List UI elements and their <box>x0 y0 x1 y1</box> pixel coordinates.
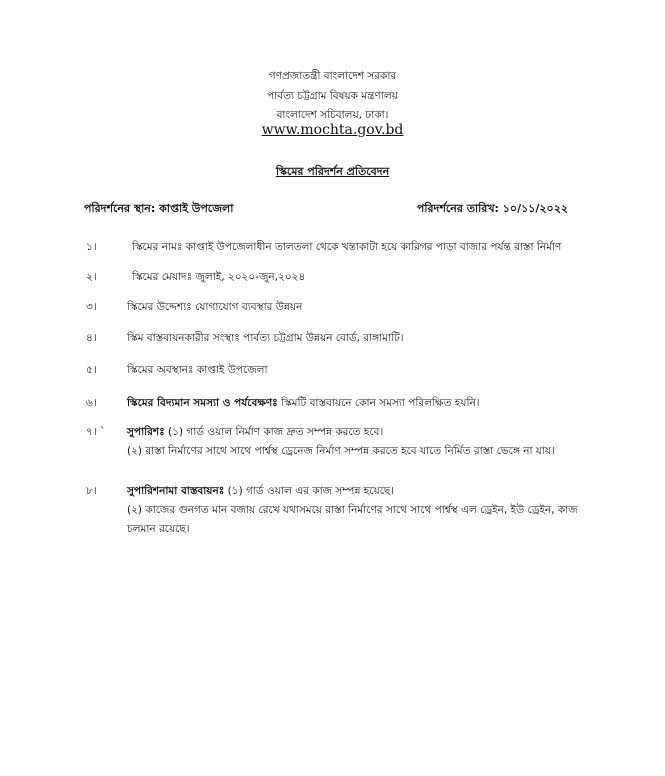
item-text: চলমান রয়েছে। <box>127 523 190 535</box>
item-number: ১। <box>86 241 97 253</box>
item-body: (১) গার্ড ওয়াল নির্মাণ কাজ দ্রুত সম্পন্ন করতে হবে। <box>164 426 384 438</box>
item-label: সুপারিশঃ <box>127 426 165 438</box>
item-number: ৩। <box>86 301 97 313</box>
item-label: সুপারিশনামা বাস্তবায়নঃ <box>127 485 225 497</box>
item-body: স্কিমটি বাস্তবায়নে কোন সমস্যা পরিলক্ষিত হয়নি। <box>277 397 480 409</box>
ministry-name: পার্বত্য চট্টগ্রাম বিষয়ক মন্ত্রণালয় <box>267 90 398 102</box>
item-text: (২) রাস্তা নির্মাণের সাথে সাথে পার্শ্বস্থ ড্রেনেজ নির্মাণ সম্পন্ন করতে হবে যাতে নির্মিত রাস্তা ভেঙ্গে না যায়। <box>127 445 555 457</box>
item-text: স্কিমের অবস্থানঃ কাপ্তাই উপজেলা <box>127 364 268 376</box>
item-body: (১) গার্ড ওয়াল এর কাজ সম্পন্ন হয়েছে। <box>224 485 395 497</box>
item-text: স্কিমের উদ্দেশ্যঃ যোগাযোগ ব্যবস্থার উন্নয়ন <box>127 301 303 313</box>
item-text <box>127 423 607 442</box>
item-text: স্কিমের মেয়াদঃ জুলাই, ২০২০-জুন,২০২৪ <box>132 271 306 283</box>
item-label: স্কিমের বিদ্যমান সমস্যা ও পর্যবেক্ষণঃ <box>127 397 278 409</box>
item-text: স্কিম বাস্তবায়নকারীর সংস্থাঃ পার্বত্য চট্টগ্রাম উন্নয়ন বোর্ড, রাঙ্গামাটি। <box>127 332 404 344</box>
item-number: ৮। <box>86 485 97 497</box>
item-number: ৬। <box>86 397 97 409</box>
secretariat-address: বাংলাদেশ সচিবালয়, ঢাকা। <box>276 109 389 121</box>
item-number: ৫। <box>86 364 97 376</box>
item-number: ৪। <box>86 332 97 344</box>
item-number: ২। <box>86 271 97 283</box>
govt-name: গণপ্রজাতন্ত্রী বাংলাদেশ সরকার <box>268 70 397 82</box>
website-link[interactable]: www.mochta.gov.bd <box>261 122 404 138</box>
item-text: (২) কাজের গুনগত মান বজায় রেখে যথাসময়ে রাস্তা নির্মাণের সাথে সাথে পার্শ্বস্থ এল ড্রেইন, ইউ ড্রেইন, কাজ <box>127 504 578 516</box>
item-text <box>127 482 607 501</box>
item-text <box>127 394 607 413</box>
item-number: ৭। ` <box>86 426 106 438</box>
item-text: স্কিমের নামঃ কাপ্তাই উপজেলাধীন তালতলা থেকে খন্তাকাটা হয়ে কারিগর পাড়া বাজার পর্যন্ত রাস্তা নির্মাণ <box>132 241 562 253</box>
report-title: স্কিমের পরিদর্শন প্রতিবেদন <box>275 165 390 178</box>
inspection-location: পরিদর্শনের স্থান: কাপ্তাই উপজেলা <box>84 202 234 215</box>
inspection-date: পরিদর্শনের তারিখ: ১০/১১/২০২২ <box>416 202 568 215</box>
